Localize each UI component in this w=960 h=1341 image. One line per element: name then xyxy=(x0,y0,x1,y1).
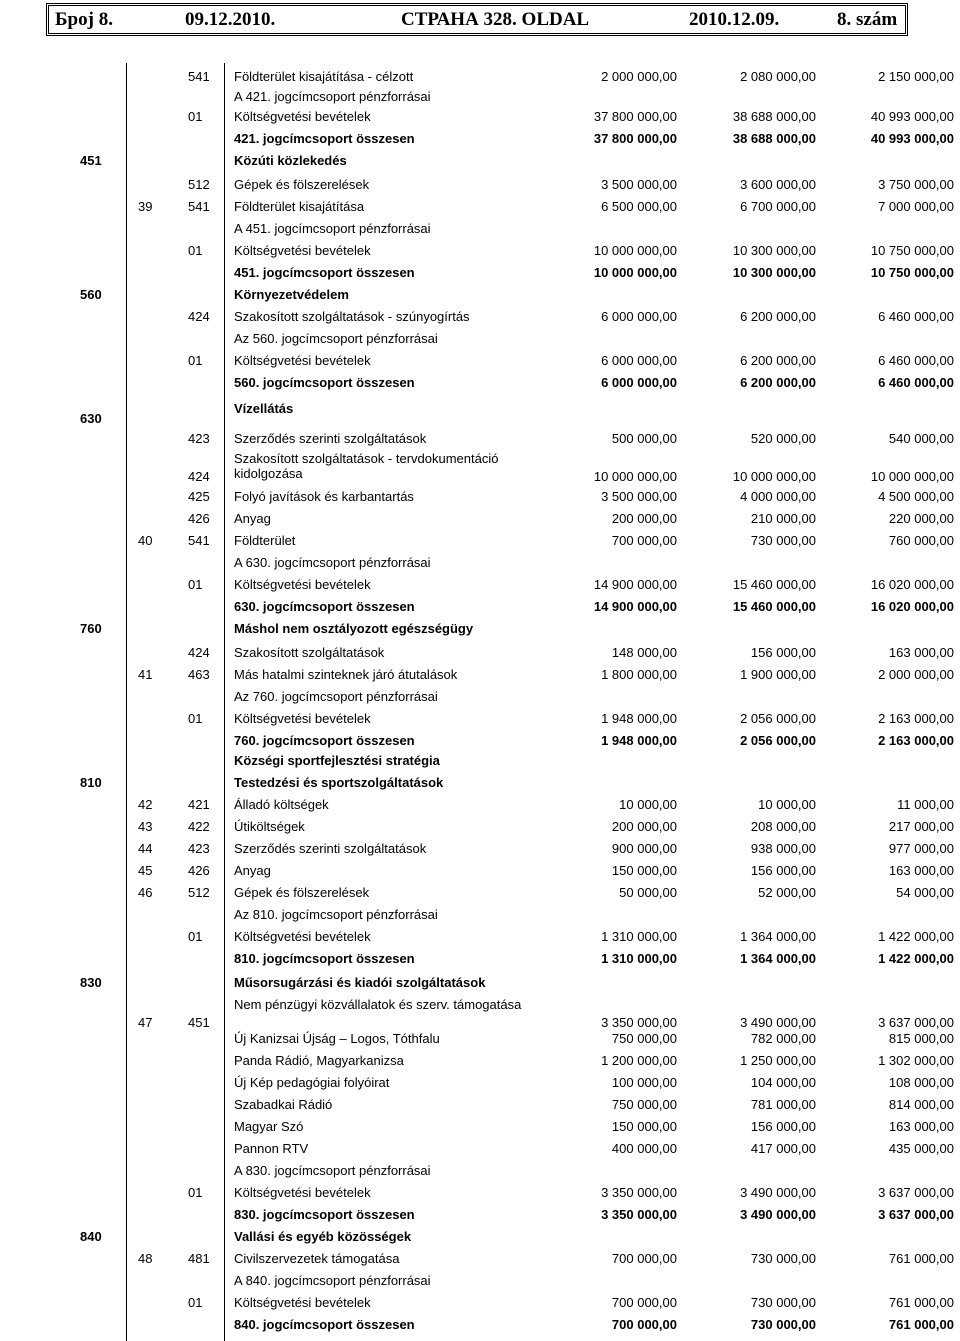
cell-description: Az 560. jogcímcsoport pénzforrásai xyxy=(234,331,438,346)
cell-amount-2011: 37 800 000,00 xyxy=(593,131,677,146)
cell-economic-code: 424 xyxy=(188,645,210,660)
cell-description: 810. jogcímcsoport összesen xyxy=(234,951,415,966)
table-row xyxy=(0,1053,960,1075)
cell-amount-2011: 10 000,00 xyxy=(619,797,677,812)
cell-amount-2011: 3 500 000,00 xyxy=(601,489,677,504)
page-header xyxy=(46,3,908,36)
cell-amount-2011: 100 000,00 xyxy=(611,1075,677,1090)
cell-amount-2013: 163 000,00 xyxy=(888,1119,954,1134)
cell-position-number: 48 xyxy=(138,1251,153,1266)
cell-amount-2013: 11 000,00 xyxy=(897,797,954,812)
cell-description: Gépek és fölszerelések xyxy=(234,885,370,900)
cell-economic-code: 424 xyxy=(188,309,210,324)
cell-amount-2012: 52 000,00 xyxy=(758,885,816,900)
cell-amount-2012: 10 300 000,00 xyxy=(732,265,816,280)
cell-economic-code: 01 xyxy=(188,929,203,944)
cell-description: 760. jogcímcsoport összesen xyxy=(234,733,415,748)
cell-amount-2013: 3 637 000,00 xyxy=(878,1185,954,1200)
cell-description: Más hatalmi szinteknek járó átutalások xyxy=(234,667,458,682)
cell-economic-code: 423 xyxy=(188,431,210,446)
cell-amount-2011: 14 900 000,00 xyxy=(593,577,677,592)
cell-amount-2012: 3 600 000,00 xyxy=(740,177,816,192)
cell-description: Nem pénzügyi közvállalatok és szerv. támogatása xyxy=(234,997,522,1012)
cell-function-code: 451 xyxy=(80,153,102,168)
table-row xyxy=(0,599,960,621)
cell-position-number: 39 xyxy=(138,199,153,214)
table-row xyxy=(0,353,960,375)
header-date-cyrillic: 09.12.2010. xyxy=(185,9,276,30)
cell-amount-2013: 10 000 000,00 xyxy=(870,469,954,484)
cell-amount-2011: 148 000,00 xyxy=(611,645,677,660)
table-row xyxy=(0,929,960,951)
cell-amount-2012: 730 000,00 xyxy=(750,1317,816,1332)
cell-amount-2012: 3 490 000,00 xyxy=(740,1185,816,1200)
cell-description: Gépek és fölszerelések xyxy=(234,177,370,192)
table-row xyxy=(0,885,960,907)
table-row xyxy=(0,555,960,577)
cell-amount-2012: 781 000,00 xyxy=(750,1097,816,1112)
table-row xyxy=(0,153,960,175)
cell-description: Szakosított szolgáltatások - szúnyogírtás xyxy=(234,309,470,324)
cell-amount-2011: 10 000 000,00 xyxy=(593,265,677,280)
cell-amount-2013: 1 422 000,00 xyxy=(878,951,954,966)
cell-amount-2013: 3 637 000,00 xyxy=(878,1015,954,1030)
table-row xyxy=(0,69,960,91)
cell-amount-2012: 730 000,00 xyxy=(750,1251,816,1266)
table-row xyxy=(0,1119,960,1141)
cell-description: Költségvetési bevételek xyxy=(234,711,371,726)
cell-description: A 840. jogcímcsoport pénzforrásai xyxy=(234,1273,431,1288)
table-row xyxy=(0,1185,960,1207)
table-row xyxy=(0,863,960,885)
cell-amount-2013: 7 000 000,00 xyxy=(878,199,954,214)
cell-function-code: 840 xyxy=(80,1229,102,1244)
cell-description: Községi sportfejlesztési stratégia xyxy=(234,753,440,768)
cell-description: Anyag xyxy=(234,863,271,878)
table-row xyxy=(0,287,960,309)
cell-description: Pannon RTV xyxy=(234,1141,309,1156)
table-row xyxy=(0,451,960,489)
cell-description: 451. jogcímcsoport összesen xyxy=(234,265,415,280)
cell-description: Magyar Szó xyxy=(234,1119,304,1134)
table-row xyxy=(0,711,960,733)
table-row xyxy=(0,645,960,667)
cell-amount-2012: 208 000,00 xyxy=(750,819,816,834)
cell-position-number: 43 xyxy=(138,819,153,834)
cell-amount-2012: 156 000,00 xyxy=(750,1119,816,1134)
cell-description: Szerződés szerinti szolgáltatások xyxy=(234,841,427,856)
cell-amount-2012: 10 300 000,00 xyxy=(732,243,816,258)
cell-function-code: 630 xyxy=(80,411,102,426)
cell-amount-2012: 10 000 000,00 xyxy=(732,469,816,484)
cell-description: 421. jogcímcsoport összesen xyxy=(234,131,415,146)
cell-amount-2013: 761 000,00 xyxy=(888,1317,954,1332)
table-row xyxy=(0,975,960,997)
cell-amount-2011: 1 948 000,00 xyxy=(601,733,677,748)
cell-amount-2012: 938 000,00 xyxy=(750,841,816,856)
cell-economic-code: 425 xyxy=(188,489,210,504)
cell-amount-2013: 977 000,00 xyxy=(888,841,954,856)
cell-economic-code: 01 xyxy=(188,1185,203,1200)
cell-amount-2011: 3 350 000,00 xyxy=(601,1185,677,1200)
cell-function-code: 760 xyxy=(80,621,102,636)
cell-amount-2012: 417 000,00 xyxy=(750,1141,816,1156)
cell-economic-code: 421 xyxy=(188,797,210,812)
cell-description: 840. jogcímcsoport összesen xyxy=(234,1317,415,1332)
cell-economic-code: 481 xyxy=(188,1251,210,1266)
table-row xyxy=(0,753,960,775)
cell-economic-code: 01 xyxy=(188,711,203,726)
cell-economic-code: 01 xyxy=(188,577,203,592)
cell-description: Máshol nem osztályozott egészségügy xyxy=(234,621,474,636)
cell-description: 830. jogcímcsoport összesen xyxy=(234,1207,415,1222)
cell-amount-2013: 16 020 000,00 xyxy=(870,599,954,614)
table-row xyxy=(0,621,960,643)
cell-description: Földterület kisajátítása - célzott xyxy=(234,69,414,84)
cell-amount-2013: 2 163 000,00 xyxy=(878,733,954,748)
cell-description: Földterület xyxy=(234,533,296,548)
cell-description: Anyag xyxy=(234,511,271,526)
cell-description: A 830. jogcímcsoport pénzforrásai xyxy=(234,1163,431,1178)
cell-position-number: 45 xyxy=(138,863,153,878)
cell-amount-2013: 163 000,00 xyxy=(888,645,954,660)
cell-amount-2013: 54 000,00 xyxy=(896,885,954,900)
cell-economic-code: 541 xyxy=(188,199,210,214)
cell-amount-2013: 163 000,00 xyxy=(888,863,954,878)
table-row xyxy=(0,199,960,221)
table-row xyxy=(0,1031,960,1053)
header-date-hungarian: 2010.12.09. xyxy=(689,9,780,30)
table-row xyxy=(0,1163,960,1185)
cell-description: 630. jogcímcsoport összesen xyxy=(234,599,415,614)
cell-position-number: 47 xyxy=(138,1015,153,1030)
cell-economic-code: 541 xyxy=(188,69,210,84)
cell-amount-2011: 200 000,00 xyxy=(611,819,677,834)
table-row xyxy=(0,89,960,111)
cell-economic-code: 512 xyxy=(188,885,210,900)
cell-amount-2013: 4 500 000,00 xyxy=(878,489,954,504)
cell-amount-2011: 1 310 000,00 xyxy=(601,929,677,944)
cell-amount-2013: 10 750 000,00 xyxy=(870,265,954,280)
table-row xyxy=(0,1097,960,1119)
cell-amount-2012: 4 000 000,00 xyxy=(740,489,816,504)
cell-amount-2013: 540 000,00 xyxy=(888,431,954,446)
cell-description: A 421. jogcímcsoport pénzforrásai xyxy=(234,89,431,104)
cell-description: Szabadkai Rádió xyxy=(234,1097,333,1112)
cell-description: Szakosított szolgáltatások - tervdokumentáció kidolgozása xyxy=(234,451,499,481)
cell-amount-2011: 700 000,00 xyxy=(611,533,677,548)
cell-description: Költségvetési bevételek xyxy=(234,353,371,368)
cell-amount-2012: 1 900 000,00 xyxy=(740,667,816,682)
cell-amount-2013: 2 163 000,00 xyxy=(878,711,954,726)
cell-amount-2011: 1 310 000,00 xyxy=(601,951,677,966)
cell-amount-2011: 6 000 000,00 xyxy=(601,353,677,368)
table-row xyxy=(0,1207,960,1229)
cell-function-code: 810 xyxy=(80,775,102,790)
cell-amount-2011: 750 000,00 xyxy=(611,1097,677,1112)
cell-amount-2011: 200 000,00 xyxy=(611,511,677,526)
cell-amount-2013: 1 302 000,00 xyxy=(878,1053,954,1068)
cell-amount-2013: 220 000,00 xyxy=(888,511,954,526)
cell-description: Útiköltségek xyxy=(234,819,305,834)
cell-amount-2013: 760 000,00 xyxy=(888,533,954,548)
cell-amount-2011: 700 000,00 xyxy=(611,1251,677,1266)
cell-description: Folyó javítások és karbantartás xyxy=(234,489,414,504)
cell-amount-2012: 3 490 000,00 xyxy=(740,1207,816,1222)
cell-description: Költségvetési bevételek xyxy=(234,929,371,944)
cell-amount-2011: 400 000,00 xyxy=(611,1141,677,1156)
table-row xyxy=(0,733,960,755)
table-row xyxy=(0,131,960,153)
header-issue-number: 8. szám xyxy=(837,9,898,30)
cell-economic-code: 01 xyxy=(188,353,203,368)
cell-amount-2013: 2 000 000,00 xyxy=(878,667,954,682)
cell-description: 560. jogcímcsoport összesen xyxy=(234,375,415,390)
cell-amount-2013: 6 460 000,00 xyxy=(878,375,954,390)
table-row xyxy=(0,243,960,265)
cell-amount-2011: 10 000 000,00 xyxy=(593,469,677,484)
cell-amount-2012: 6 200 000,00 xyxy=(740,375,816,390)
cell-amount-2011: 10 000 000,00 xyxy=(593,243,677,258)
cell-description: Szakosított szolgáltatások xyxy=(234,645,385,660)
table-row xyxy=(0,375,960,397)
cell-amount-2011: 14 900 000,00 xyxy=(593,599,677,614)
cell-amount-2012: 730 000,00 xyxy=(750,533,816,548)
table-row xyxy=(0,841,960,863)
cell-amount-2011: 1 948 000,00 xyxy=(601,711,677,726)
table-row xyxy=(0,1295,960,1317)
table-row xyxy=(0,577,960,599)
table-row xyxy=(0,265,960,287)
cell-description: Költségvetési bevételek xyxy=(234,243,371,258)
cell-amount-2013: 435 000,00 xyxy=(888,1141,954,1156)
cell-amount-2012: 38 688 000,00 xyxy=(732,109,816,124)
cell-description: Az 810. jogcímcsoport pénzforrásai xyxy=(234,907,438,922)
cell-amount-2011: 900 000,00 xyxy=(611,841,677,856)
cell-amount-2011: 3 350 000,00 xyxy=(601,1015,677,1030)
table-row xyxy=(0,667,960,689)
cell-description: Vízellátás xyxy=(234,401,294,416)
cell-amount-2011: 150 000,00 xyxy=(611,1119,677,1134)
cell-amount-2013: 6 460 000,00 xyxy=(878,353,954,368)
cell-description: Panda Rádió, Magyarkanizsa xyxy=(234,1053,404,1068)
cell-amount-2013: 3 637 000,00 xyxy=(878,1207,954,1222)
cell-amount-2012: 104 000,00 xyxy=(750,1075,816,1090)
cell-economic-code: 424 xyxy=(188,469,210,484)
cell-amount-2012: 730 000,00 xyxy=(750,1295,816,1310)
cell-amount-2011: 6 000 000,00 xyxy=(601,375,677,390)
cell-description: Testedzési és sportszolgáltatások xyxy=(234,775,444,790)
cell-amount-2013: 16 020 000,00 xyxy=(870,577,954,592)
cell-amount-2011: 700 000,00 xyxy=(611,1317,677,1332)
header-page-label: СТРАНА 328. OLDAL xyxy=(401,9,590,30)
cell-economic-code: 423 xyxy=(188,841,210,856)
cell-economic-code: 426 xyxy=(188,863,210,878)
table-row xyxy=(0,489,960,511)
cell-description: Álladó költségek xyxy=(234,797,329,812)
cell-economic-code: 01 xyxy=(188,1295,203,1310)
cell-amount-2012: 1 364 000,00 xyxy=(740,951,816,966)
cell-amount-2011: 50 000,00 xyxy=(619,885,677,900)
cell-amount-2012: 3 490 000,00 xyxy=(740,1015,816,1030)
cell-description: A 451. jogcímcsoport pénzforrásai xyxy=(234,221,431,236)
cell-description: Költségvetési bevételek xyxy=(234,577,371,592)
cell-amount-2012: 782 000,00 xyxy=(750,1031,816,1046)
cell-economic-code: 512 xyxy=(188,177,210,192)
cell-economic-code: 451 xyxy=(188,1015,210,1030)
cell-amount-2013: 217 000,00 xyxy=(888,819,954,834)
cell-amount-2011: 500 000,00 xyxy=(611,431,677,446)
cell-amount-2013: 108 000,00 xyxy=(888,1075,954,1090)
cell-amount-2013: 761 000,00 xyxy=(888,1251,954,1266)
table-row xyxy=(0,511,960,533)
cell-description: Szerződés szerinti szolgáltatások xyxy=(234,431,427,446)
cell-amount-2013: 761 000,00 xyxy=(888,1295,954,1310)
table-row xyxy=(0,951,960,973)
cell-amount-2012: 6 200 000,00 xyxy=(740,353,816,368)
cell-amount-2012: 210 000,00 xyxy=(750,511,816,526)
cell-amount-2013: 814 000,00 xyxy=(888,1097,954,1112)
cell-amount-2012: 38 688 000,00 xyxy=(732,131,816,146)
cell-amount-2013: 40 993 000,00 xyxy=(870,131,954,146)
cell-position-number: 42 xyxy=(138,797,153,812)
cell-economic-code: 422 xyxy=(188,819,210,834)
cell-description: Műsorsugárzási és kiadói szolgáltatások xyxy=(234,975,486,990)
cell-amount-2011: 6 000 000,00 xyxy=(601,309,677,324)
cell-amount-2011: 150 000,00 xyxy=(611,863,677,878)
table-row xyxy=(0,401,960,426)
cell-amount-2012: 2 056 000,00 xyxy=(740,711,816,726)
table-row xyxy=(0,177,960,199)
cell-amount-2012: 1 364 000,00 xyxy=(740,929,816,944)
cell-description: A 630. jogcímcsoport pénzforrásai xyxy=(234,555,431,570)
cell-amount-2011: 1 800 000,00 xyxy=(601,667,677,682)
cell-economic-code: 541 xyxy=(188,533,210,548)
cell-amount-2011: 6 500 000,00 xyxy=(601,199,677,214)
table-row xyxy=(0,1075,960,1097)
cell-amount-2013: 10 750 000,00 xyxy=(870,243,954,258)
cell-amount-2012: 6 700 000,00 xyxy=(740,199,816,214)
cell-economic-code: 01 xyxy=(188,109,203,124)
cell-description: Földterület kisajátítása xyxy=(234,199,365,214)
table-row xyxy=(0,797,960,819)
cell-amount-2011: 700 000,00 xyxy=(611,1295,677,1310)
cell-description: Környezetvédelem xyxy=(234,287,349,302)
cell-amount-2013: 1 422 000,00 xyxy=(878,929,954,944)
cell-economic-code: 463 xyxy=(188,667,210,682)
table-row xyxy=(0,1273,960,1295)
cell-function-code: 830 xyxy=(80,975,102,990)
cell-description: Civilszervezetek támogatása xyxy=(234,1251,400,1266)
table-row xyxy=(0,1251,960,1273)
cell-position-number: 44 xyxy=(138,841,153,856)
cell-position-number: 46 xyxy=(138,885,153,900)
cell-economic-code: 01 xyxy=(188,243,203,258)
cell-amount-2012: 6 200 000,00 xyxy=(740,309,816,324)
cell-description: Új Kanizsai Újság – Logos, Tóthfalu xyxy=(234,1031,440,1046)
table-row xyxy=(0,1229,960,1251)
cell-description: Új Kép pedagógiai folyóirat xyxy=(234,1075,390,1090)
table-row xyxy=(0,907,960,929)
cell-position-number: 40 xyxy=(138,533,153,548)
cell-description: Az 760. jogcímcsoport pénzforrásai xyxy=(234,689,438,704)
cell-amount-2013: 2 150 000,00 xyxy=(878,69,954,84)
cell-amount-2012: 156 000,00 xyxy=(750,863,816,878)
cell-amount-2011: 2 000 000,00 xyxy=(601,69,677,84)
table-row xyxy=(0,221,960,243)
cell-position-number: 41 xyxy=(138,667,153,682)
table-row xyxy=(0,533,960,555)
table-row xyxy=(0,775,960,797)
cell-amount-2013: 6 460 000,00 xyxy=(878,309,954,324)
cell-description: Költségvetési bevételek xyxy=(234,1185,371,1200)
table-row xyxy=(0,689,960,711)
table-row xyxy=(0,109,960,131)
table-row xyxy=(0,431,960,453)
cell-description: Vallási és egyéb közösségek xyxy=(234,1229,412,1244)
cell-amount-2012: 10 000,00 xyxy=(758,797,816,812)
cell-amount-2011: 37 800 000,00 xyxy=(593,109,677,124)
cell-amount-2012: 1 250 000,00 xyxy=(740,1053,816,1068)
cell-function-code: 560 xyxy=(80,287,102,302)
cell-amount-2012: 15 460 000,00 xyxy=(732,577,816,592)
cell-amount-2013: 3 750 000,00 xyxy=(878,177,954,192)
table-row xyxy=(0,1317,960,1339)
cell-amount-2012: 2 080 000,00 xyxy=(740,69,816,84)
cell-economic-code: 426 xyxy=(188,511,210,526)
cell-amount-2011: 1 200 000,00 xyxy=(601,1053,677,1068)
cell-amount-2012: 15 460 000,00 xyxy=(732,599,816,614)
header-broj: Број 8. xyxy=(55,9,113,30)
table-row xyxy=(0,309,960,331)
cell-amount-2013: 40 993 000,00 xyxy=(870,109,954,124)
cell-description: Közúti közlekedés xyxy=(234,153,347,168)
table-row xyxy=(0,1141,960,1163)
table-row xyxy=(0,819,960,841)
table-row xyxy=(0,997,960,1035)
cell-amount-2011: 750 000,00 xyxy=(611,1031,677,1046)
cell-amount-2012: 520 000,00 xyxy=(750,431,816,446)
cell-description: Költségvetési bevételek xyxy=(234,1295,371,1310)
cell-amount-2012: 156 000,00 xyxy=(750,645,816,660)
cell-amount-2013: 815 000,00 xyxy=(888,1031,954,1046)
cell-amount-2012: 2 056 000,00 xyxy=(740,733,816,748)
cell-amount-2011: 3 500 000,00 xyxy=(601,177,677,192)
cell-amount-2011: 3 350 000,00 xyxy=(601,1207,677,1222)
table-row xyxy=(0,331,960,353)
cell-description: Költségvetési bevételek xyxy=(234,109,371,124)
